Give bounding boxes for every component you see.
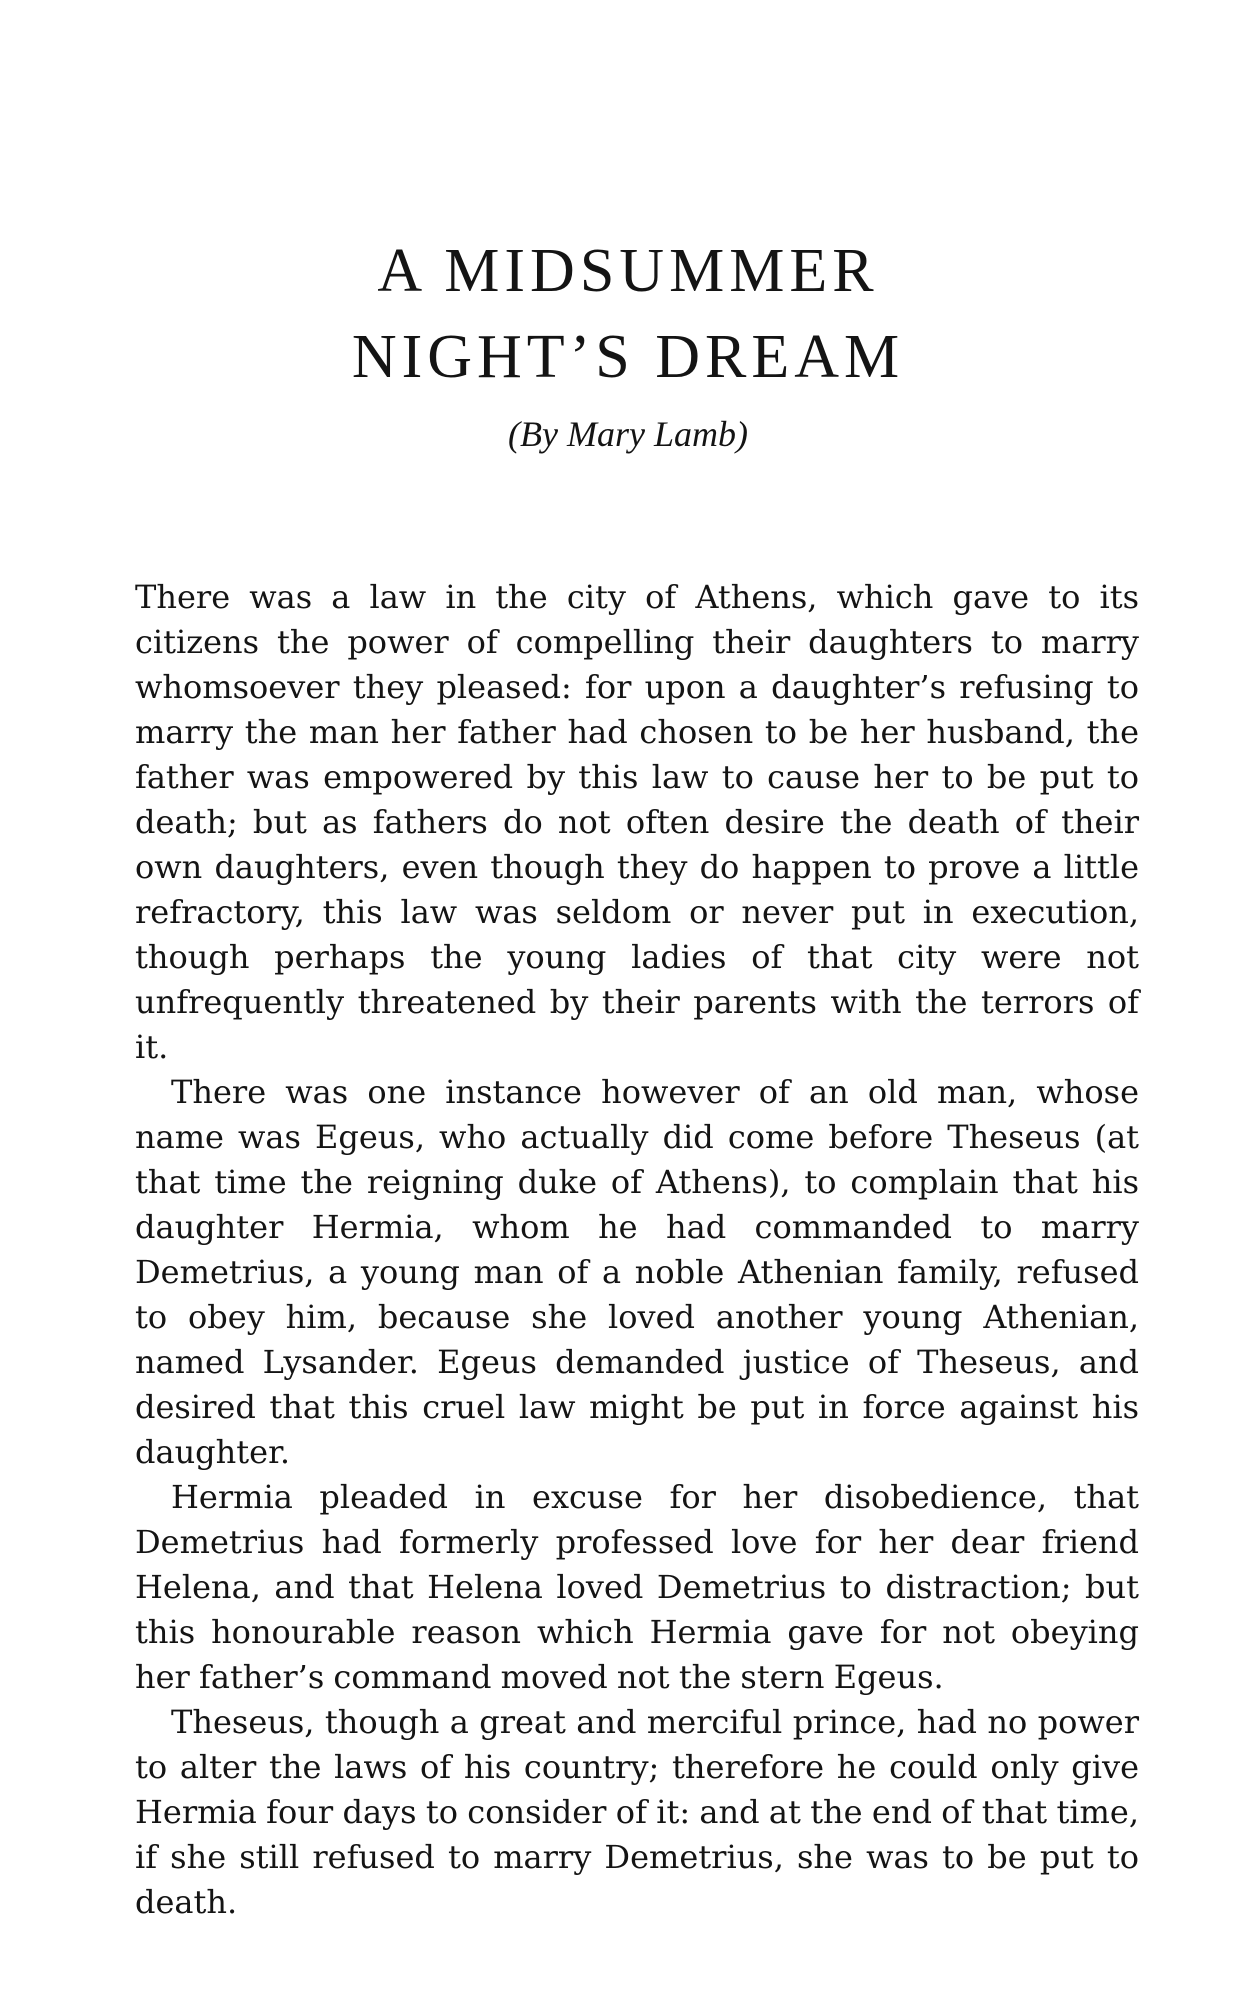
chapter-title-line-2: NIGHT’S DREAM <box>351 323 905 391</box>
body-text <box>135 575 1139 1925</box>
chapter-title-line-1: A MIDSUMMER <box>377 237 879 305</box>
paragraph-1: There was a law in the city of Athens, which gave to its citizens the power of compelling their daughters to marry whomsoever they pleased: for upon a daughter’s refusing to marry the man her father had chosen to be her husband, the father was empowered by this law to cause her to be put to death; but as fathers do not often desire the death of their own daughters, even though they do happen to prove a little refractory, this law was seldom or never put in execution, though perhaps the young ladies of that city were not unfrequently threatened by their parents with the terrors of it. <box>135 578 1139 1066</box>
paragraph-3: Hermia pleaded in excuse for her disobedience, that Demetrius had formerly professed love for her dear friend Helena, and that Helena loved Demetrius to distraction; but this honourable reason which Hermia gave for not obeying her father’s command moved not the stern Egeus. <box>135 1478 1139 1696</box>
author-byline: (By Mary Lamb) <box>508 414 748 454</box>
paragraph-2: There was one instance however of an old man, whose name was Egeus, who actually did come before Theseus (at that time the reigning duke of Athens), to complain that his daughter Hermia, whom he had commanded to marry Demetrius, a young man of a noble Athenian family, refused to obey him, because she loved another young Athenian, named Lysander. Egeus demanded justice of Theseus, and desired that this cruel law might be put in force against his daughter. <box>135 1073 1139 1471</box>
paragraph-4: Theseus, though a great and merciful prince, had no power to alter the laws of his country; therefore he could only give Hermia four days to consider of it: and at the end of that time, if she still refused to marry Demetrius, she was to be put to death. <box>135 1703 1139 1921</box>
